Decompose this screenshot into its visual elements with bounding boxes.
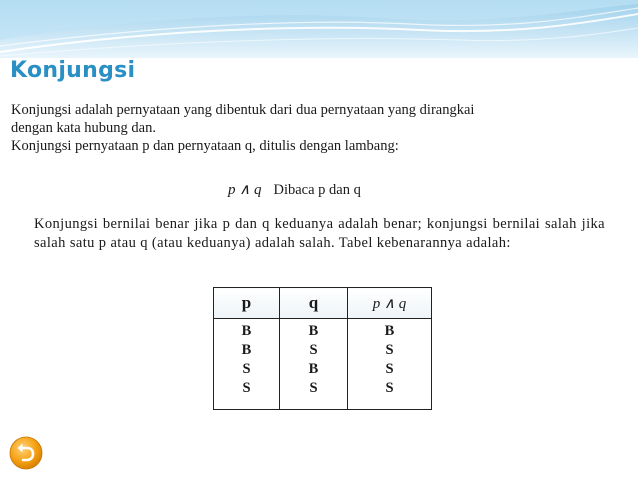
formula-reading: Dibaca p dan q	[273, 182, 361, 198]
table-header-row	[214, 288, 432, 319]
conjunction-formula	[228, 180, 361, 199]
column-p-values	[214, 319, 280, 410]
intro-line: dengan kata hubung dan.	[11, 120, 156, 136]
table-cell: S	[385, 342, 394, 358]
table-cell: B	[308, 323, 319, 339]
header-p: p	[214, 288, 280, 319]
table-cell: S	[309, 342, 318, 358]
column-q-values	[280, 319, 348, 410]
intro-paragraph	[11, 101, 611, 155]
table-cell: B	[241, 342, 252, 358]
table-cell: S	[242, 361, 251, 377]
header-banner	[0, 0, 638, 58]
back-button[interactable]	[9, 436, 43, 470]
explanation-paragraph: Konjungsi bernilai benar jika p dan q keduanya adalah benar; konjungsi bernilai salah jika salah satu p atau q (atau keduanya) adalah salah. Tabel kebenarannya adalah:	[34, 216, 605, 251]
header-p-and-q: p ∧ q	[348, 288, 432, 319]
header-q: q	[280, 288, 348, 319]
page-title: Konjungsi	[10, 58, 136, 83]
table-cell: S	[242, 380, 251, 396]
truth-table	[213, 287, 432, 410]
column-p-and-q-values	[348, 319, 432, 410]
intro-line: Konjungsi pernyataan p dan pernyataan q, ditulis dengan lambang:	[11, 138, 399, 154]
table-cell: B	[384, 323, 395, 339]
table-cell: S	[309, 380, 318, 396]
table-cell: S	[385, 361, 394, 377]
table-row	[214, 319, 432, 410]
table-cell: B	[241, 323, 252, 339]
intro-line: Konjungsi adalah pernyataan yang dibentuk dari dua pernyataan yang dirangkai	[11, 102, 475, 118]
formula-expression: p ∧ q	[228, 182, 262, 198]
table-cell: S	[385, 380, 394, 396]
table-cell: B	[308, 361, 319, 377]
